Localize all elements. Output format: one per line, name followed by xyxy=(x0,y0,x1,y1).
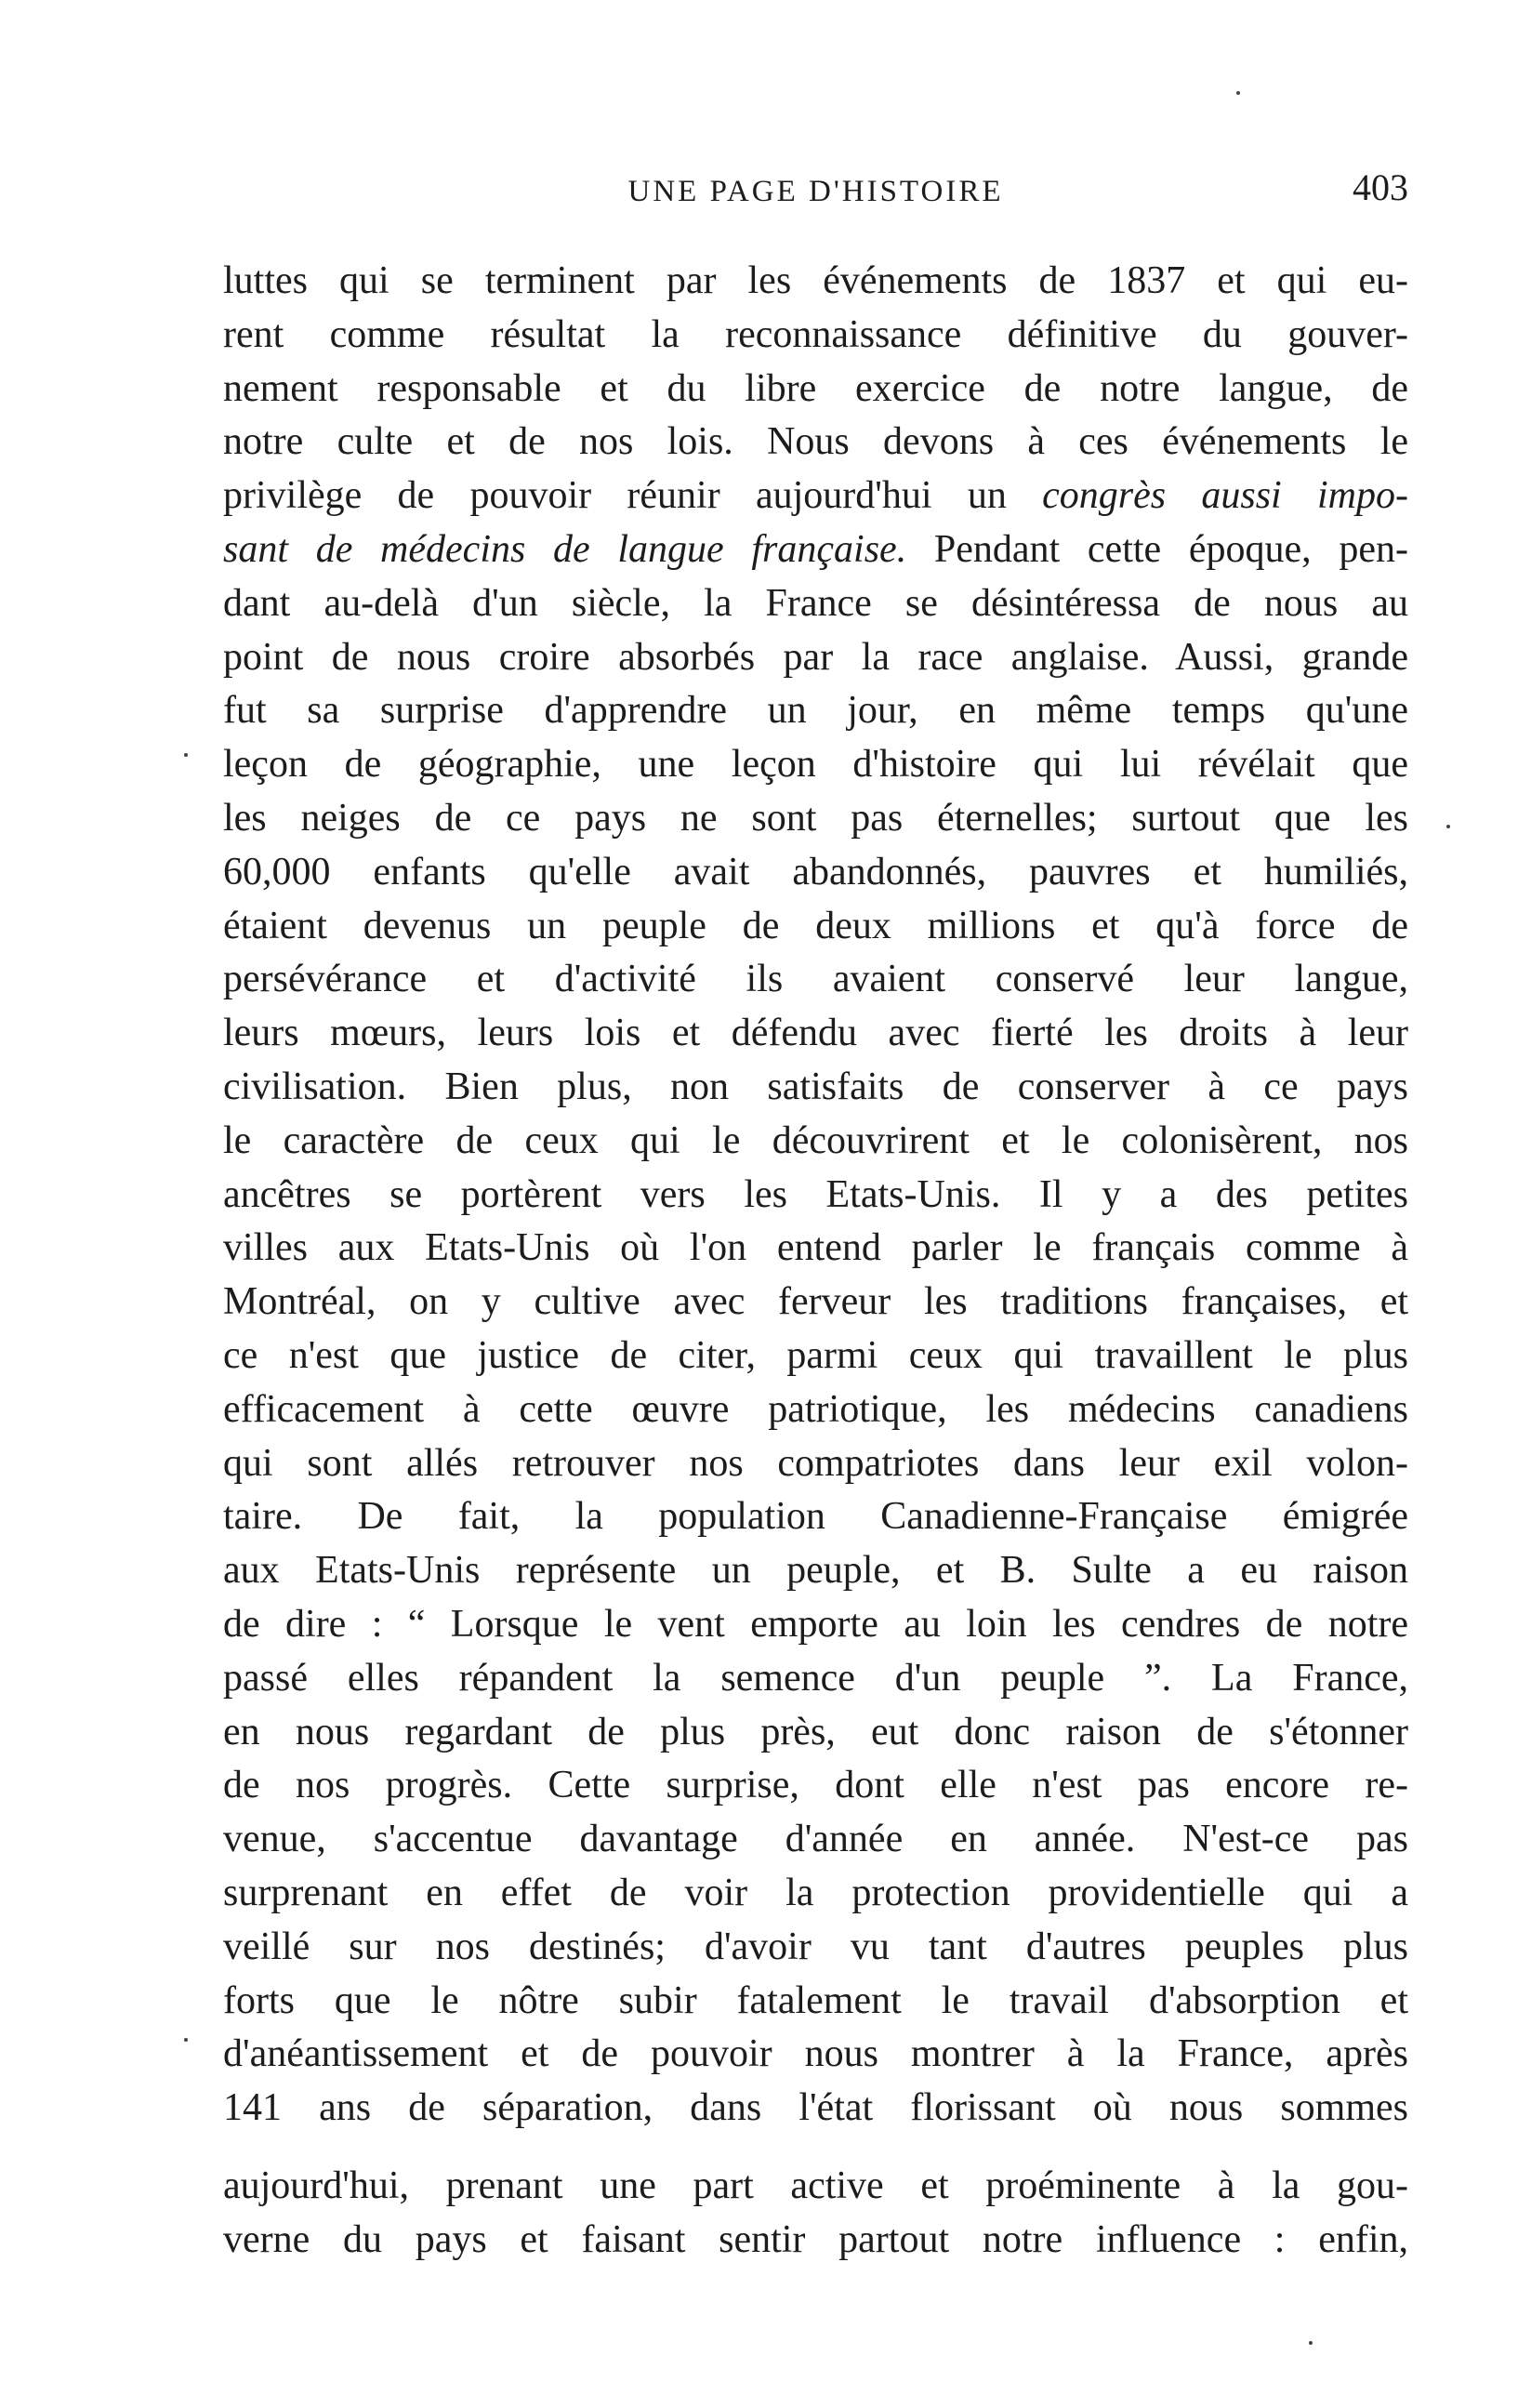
text-line: rent comme résultat la reconnaissance définitive du gouver- xyxy=(223,312,1408,356)
text-line: étaient devenus un peuple de deux millions et qu'à force de xyxy=(223,904,1408,947)
ink-speck xyxy=(184,2038,188,2042)
text-line: ce n'est que justice de citer, parmi ceux qui travaillent le plus xyxy=(223,1333,1408,1377)
text-line: 141 ans de séparation, dans l'état florissant où nous sommes xyxy=(223,2086,1408,2130)
ink-speck xyxy=(1309,2341,1313,2345)
text-line: les neiges de ce pays ne sont pas éternelles; surtout que les xyxy=(223,796,1408,840)
text-line: villes aux Etats-Unis où l'on entend parler le français comme à xyxy=(223,1226,1408,1270)
text-line: d'anéantissement et de pouvoir nous montrer à la France, après xyxy=(223,2032,1408,2076)
text-line: forts que le nôtre subir fatalement le travail d'absorption et xyxy=(223,1978,1408,2022)
text-line: veillé sur nos destinés; d'avoir vu tant d'autres peuples plus xyxy=(223,1925,1408,1968)
body-text xyxy=(223,255,1408,2267)
text-line xyxy=(223,523,1408,577)
text-line: leçon de géographie, une leçon d'histoire qui lui révélait que xyxy=(223,743,1408,787)
text-run: Pendant cette époque, pen- xyxy=(906,527,1408,571)
text-line: passé elles répandent la semence d'un peuple ”. La France, xyxy=(223,1656,1408,1700)
running-head xyxy=(223,165,1408,221)
ink-speck xyxy=(184,753,188,757)
text-line: leurs mœurs, leurs lois et défendu avec fierté les droits à leur xyxy=(223,1012,1408,1055)
text-line: venue, s'accentue davantage d'année en année. N'est-ce pas xyxy=(223,1818,1408,1861)
text-line: persévérance et d'activité ils avaient conservé leur langue, xyxy=(223,958,1408,1001)
text-line: aux Etats-Unis représente un peuple, et B. Sulte a eu raison xyxy=(223,1549,1408,1593)
text-line: Montréal, on y cultive avec ferveur les traditions françaises, et xyxy=(223,1280,1408,1324)
ink-speck xyxy=(1236,91,1240,95)
running-title: UNE PAGE D'HISTOIRE xyxy=(627,175,1004,208)
text-line: efficacement à cette œuvre patriotique, les médecins canadiens xyxy=(223,1387,1408,1431)
ink-speck xyxy=(1446,825,1450,828)
text-line: 60,000 enfants qu'elle avait abandonnés, pauvres et humiliés, xyxy=(223,850,1408,893)
text-line: en nous regardant de plus près, eut donc raison de s'étonner xyxy=(223,1710,1408,1753)
italic-title-run: sant de médecins de langue française. xyxy=(223,527,907,571)
text-line: taire. De fait, la population Canadienne-Française émigrée xyxy=(223,1495,1408,1539)
text-line: aujourd'hui, prenant une part active et proéminente à la gou- xyxy=(223,2163,1408,2207)
text-line: notre culte et de nos lois. Nous devons à ces événements le xyxy=(223,420,1408,464)
text-line: nement responsable et du libre exercice de notre langue, de xyxy=(223,366,1408,410)
text-line: de dire : “ Lorsque le vent emporte au loin les cendres de notre xyxy=(223,1602,1408,1646)
italic-title-run: congrès aussi impo- xyxy=(1042,474,1408,518)
text-run: privilège de pouvoir réunir aujourd'hui un xyxy=(223,474,1043,518)
text-line: luttes qui se terminent par les événements de 1837 et qui eu- xyxy=(223,259,1408,302)
text-line xyxy=(223,470,1408,523)
text-line: ancêtres se portèrent vers les Etats-Unis. Il y a des petites xyxy=(223,1172,1408,1216)
text-line: point de nous croire absorbés par la race anglaise. Aussi, grande xyxy=(223,635,1408,679)
text-line: verne du pays et faisant sentir partout notre influence : enfin, xyxy=(223,2217,1408,2261)
text-line: dant au-delà d'un siècle, la France se désintéressa de nous au xyxy=(223,581,1408,625)
page-number: 403 xyxy=(1353,166,1408,208)
text-line: de nos progrès. Cette surprise, dont elle n'est pas encore re- xyxy=(223,1764,1408,1807)
text-line: surprenant en effet de voir la protection providentielle qui a xyxy=(223,1871,1408,1914)
text-line: fut sa surprise d'apprendre un jour, en même temps qu'une xyxy=(223,689,1408,733)
text-line: le caractère de ceux qui le découvrirent et le colonisèrent, nos xyxy=(223,1118,1408,1162)
text-line: qui sont allés retrouver nos compatriotes dans leur exil volon- xyxy=(223,1441,1408,1485)
text-line: civilisation. Bien plus, non satisfaits de conserver à ce pays xyxy=(223,1065,1408,1108)
